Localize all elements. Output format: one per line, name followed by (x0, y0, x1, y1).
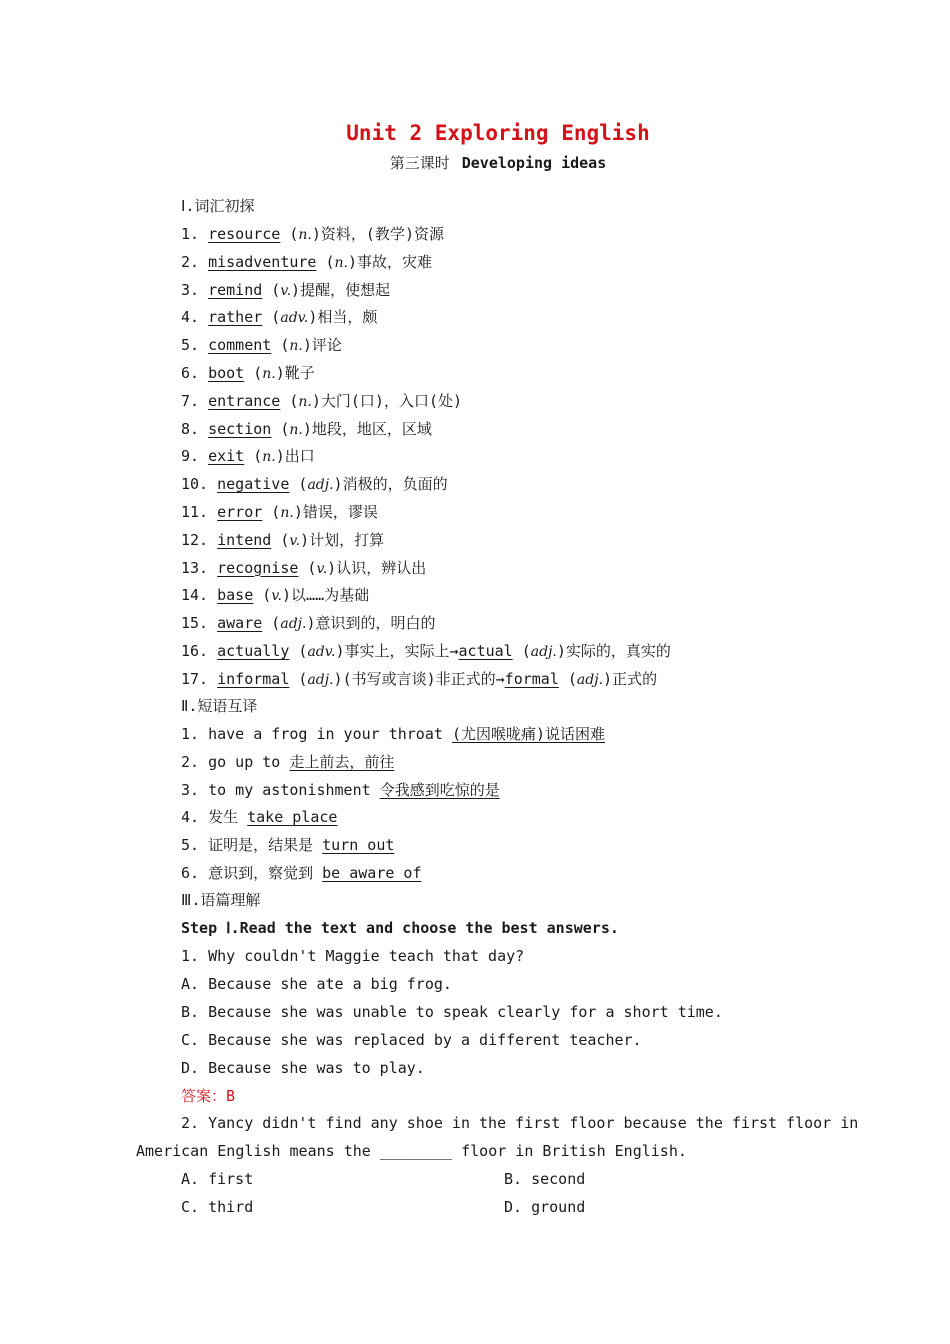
vocab-meaning: 提醒，使想起 (300, 280, 391, 299)
part-of-speech: n. (334, 254, 348, 271)
paren-open: ( (512, 642, 531, 660)
step-instruction: Step Ⅰ.Read the text and choose the best answers. (181, 919, 619, 937)
part-of-speech: n. (280, 505, 294, 521)
item-number: 11. (181, 503, 218, 521)
vocab-meaning: 错误，谬误 (302, 503, 378, 521)
phrase-answer: take place (247, 808, 338, 827)
vocab-meaning: 评论 (311, 336, 342, 355)
q2-question-line2: American English means the ________ floor in British English. (136, 1142, 687, 1160)
paren-open: ( (271, 336, 290, 355)
vocab-meaning: 事故，灾难 (357, 252, 433, 271)
paren-close: ) (293, 503, 303, 521)
vocab-item (181, 391, 462, 412)
phrase-answer: be aware of (322, 864, 422, 882)
part-of-speech: n. (298, 227, 312, 243)
vocab-word: misadventure (208, 252, 317, 271)
item-number: 6. (181, 864, 209, 882)
part-of-speech: n. (298, 393, 312, 410)
paren-open: ( (244, 447, 263, 466)
paren-close: ) (333, 669, 343, 688)
item-number: 3. (181, 780, 209, 799)
paren-close: ) (556, 642, 566, 660)
paren-open: ( (298, 558, 317, 577)
paren-open: ( (271, 419, 290, 438)
paren-close: ) (300, 530, 310, 549)
phrase-prompt: 证明是，结果是 (208, 836, 323, 855)
vocab-item (181, 419, 432, 440)
q2-option-d: D. ground (504, 1198, 586, 1216)
part-of-speech: adj. (280, 616, 307, 633)
item-number: 10. (181, 475, 218, 494)
paren-open: ( (253, 586, 272, 605)
vocab-item (181, 530, 384, 551)
part-of-speech: adv. (307, 644, 336, 660)
vocab-word: remind (208, 280, 263, 299)
q1-option-c: C. Because she was replaced by a different teacher. (181, 1031, 642, 1049)
q1-answer: 答案：B (181, 1087, 236, 1105)
paren-close: ) (335, 642, 345, 660)
item-number: 15. (181, 614, 218, 633)
vocab-item (181, 252, 432, 273)
page-subtitle (0, 152, 950, 173)
item-number: 12. (181, 530, 218, 549)
item-number: 1. (181, 225, 209, 243)
q2-option-a: A. first (181, 1170, 254, 1188)
paren-open: ( (262, 280, 281, 299)
vocab-meaning: 相当，颇 (317, 308, 378, 327)
paren-close: ) (291, 280, 301, 299)
vocab-meaning: 资料，(教学)资源 (320, 225, 444, 243)
paren-open: ( (262, 614, 281, 633)
vocab-item (181, 585, 369, 606)
paren-close: ) (311, 391, 321, 410)
subtitle-cn: 第三课时 (389, 154, 450, 172)
q2-option-b: B. second (504, 1170, 586, 1188)
part-of-speech: n. (289, 338, 303, 355)
vocab-word: error (217, 503, 263, 521)
paren-close: ) (308, 308, 318, 327)
paren-close: ) (333, 475, 343, 494)
q1-option-b: B. Because she was unable to speak clearly for a short time. (181, 1003, 723, 1021)
vocab-item (181, 446, 315, 467)
paren-close: ) (311, 225, 321, 243)
paren-open: ( (280, 225, 299, 243)
paren-open: ( (289, 642, 308, 660)
vocab-word: section (208, 419, 272, 438)
phrase-prompt: go up to (208, 752, 290, 771)
paren-open: ( (316, 252, 335, 271)
paren-open: ( (244, 364, 263, 382)
phrase-prompt: 发生 (208, 808, 248, 827)
phrase-item (181, 835, 394, 855)
vocab-item (181, 224, 444, 245)
item-number: 4. (181, 808, 209, 827)
paren-close: ) (302, 419, 312, 438)
q1-option-d: D. Because she was to play. (181, 1059, 425, 1077)
part-of-speech: v. (271, 588, 283, 605)
vocab-meaning: (书写或言谈)非正式的→ (342, 669, 505, 688)
vocab-item (181, 307, 377, 328)
paren-close: ) (302, 336, 312, 355)
part-of-speech: v. (316, 560, 328, 577)
vocab-item (181, 363, 315, 384)
vocab-item (181, 558, 426, 579)
vocab-meaning: 以……为基础 (291, 586, 370, 605)
item-number: 13. (181, 558, 218, 577)
item-number: 2. (181, 252, 209, 271)
vocab-word-derived: actual (458, 642, 513, 660)
q1-question: 1. Why couldn't Maggie teach that day? (181, 947, 525, 965)
item-number: 16. (181, 642, 218, 660)
paren-close: ) (275, 364, 285, 382)
phrase-answer: 令我感到吃惊的是 (379, 780, 500, 799)
vocab-item (181, 335, 342, 356)
paren-open: ( (271, 530, 290, 549)
item-number: 2. (181, 752, 209, 771)
phrase-item (181, 780, 500, 800)
vocab-meaning: 意识到的，明白的 (315, 614, 436, 633)
paren-close: ) (275, 447, 285, 466)
part-of-speech: adj. (307, 477, 334, 494)
vocab-meaning: 事实上，实际上→ (344, 642, 459, 660)
subtitle-en: Developing ideas (461, 154, 607, 172)
part-of-speech: adj. (576, 671, 604, 688)
section3-heading: Ⅲ.语篇理解 (181, 891, 261, 909)
vocab-meaning: 地段，地区，区域 (311, 419, 432, 438)
vocab-word: entrance (208, 391, 281, 410)
phrase-answer: 走上前去，前往 (289, 752, 395, 771)
vocab-item (181, 474, 448, 495)
part-of-speech: adj. (530, 644, 557, 660)
vocab-word: comment (208, 336, 272, 355)
vocab-word: actually (217, 642, 290, 660)
vocab-item (181, 669, 657, 690)
vocab-word: aware (217, 614, 263, 633)
item-number: 4. (181, 308, 209, 327)
vocab-meaning: 认识，辨认出 (336, 558, 427, 577)
part-of-speech: adv. (280, 310, 309, 327)
vocab-word: intend (217, 530, 272, 549)
paren-open: ( (262, 503, 281, 521)
item-number: 6. (181, 364, 209, 382)
part-of-speech: n. (289, 421, 303, 438)
item-number: 8. (181, 419, 209, 438)
paren-close: ) (282, 586, 292, 605)
vocab-item (181, 641, 671, 662)
q1-option-a: A. Because she ate a big frog. (181, 975, 452, 993)
phrase-answer: (尤因喉咙痛)说话困难 (451, 725, 605, 743)
item-number: 3. (181, 280, 209, 299)
paren-open: ( (289, 475, 308, 494)
vocab-item (181, 613, 436, 634)
phrase-prompt: 意识到，察觉到 (208, 864, 323, 882)
item-number: 9. (181, 447, 209, 466)
phrase-item (181, 752, 394, 772)
phrase-item (181, 724, 605, 744)
phrase-answer: turn out (322, 836, 395, 855)
paren-close: ) (348, 252, 358, 271)
section1-heading: Ⅰ.词汇初探 (181, 197, 255, 215)
vocab-meaning: 消极的，负面的 (342, 475, 448, 494)
vocab-item (181, 280, 390, 301)
item-number: 1. (181, 725, 209, 743)
vocab-word: exit (208, 447, 245, 466)
paren-open: ( (280, 391, 299, 410)
phrase-item (181, 807, 337, 827)
q2-option-c: C. third (181, 1198, 254, 1216)
vocab-meaning: 大门(口)，入口(处) (320, 391, 463, 410)
paren-open: ( (262, 308, 281, 327)
vocab-meaning: 靴子 (284, 364, 315, 382)
item-number: 17. (181, 669, 218, 688)
vocab-word: base (217, 586, 254, 605)
section2-heading: Ⅱ.短语互译 (181, 697, 258, 715)
vocab-word-derived: formal (504, 669, 559, 688)
item-number: 14. (181, 586, 218, 605)
item-number: 7. (181, 391, 209, 410)
paren-close: ) (327, 558, 337, 577)
q2-question-line1: 2. Yancy didn't find any shoe in the first floor because the first floor in (181, 1114, 859, 1132)
phrase-prompt: have a frog in your throat (208, 725, 452, 743)
vocab-item (181, 502, 378, 523)
vocab-word: negative (217, 475, 290, 494)
vocab-word: resource (208, 225, 281, 243)
item-number: 5. (181, 336, 209, 355)
part-of-speech: v. (280, 282, 292, 299)
part-of-speech: adj. (307, 671, 334, 688)
vocab-meaning-derived: 正式的 (612, 669, 658, 688)
page-title: Unit 2 Exploring English (346, 121, 650, 145)
vocab-meaning: 出口 (284, 447, 315, 466)
vocab-word: informal (217, 669, 290, 688)
part-of-speech: n. (262, 366, 276, 382)
vocab-word: recognise (217, 558, 299, 577)
part-of-speech: v. (289, 532, 301, 549)
vocab-meaning-derived: 实际的，真实的 (565, 642, 671, 660)
paren-open: ( (558, 669, 577, 688)
vocab-meaning: 计划，打算 (309, 530, 385, 549)
paren-open: ( (289, 669, 308, 688)
vocab-word: boot (208, 364, 245, 382)
paren-close: ) (306, 614, 316, 633)
phrase-prompt: to my astonishment (208, 780, 380, 799)
phrase-item (181, 863, 421, 883)
paren-close: ) (603, 669, 613, 688)
item-number: 5. (181, 836, 209, 855)
part-of-speech: n. (262, 449, 276, 466)
vocab-word: rather (208, 308, 263, 327)
